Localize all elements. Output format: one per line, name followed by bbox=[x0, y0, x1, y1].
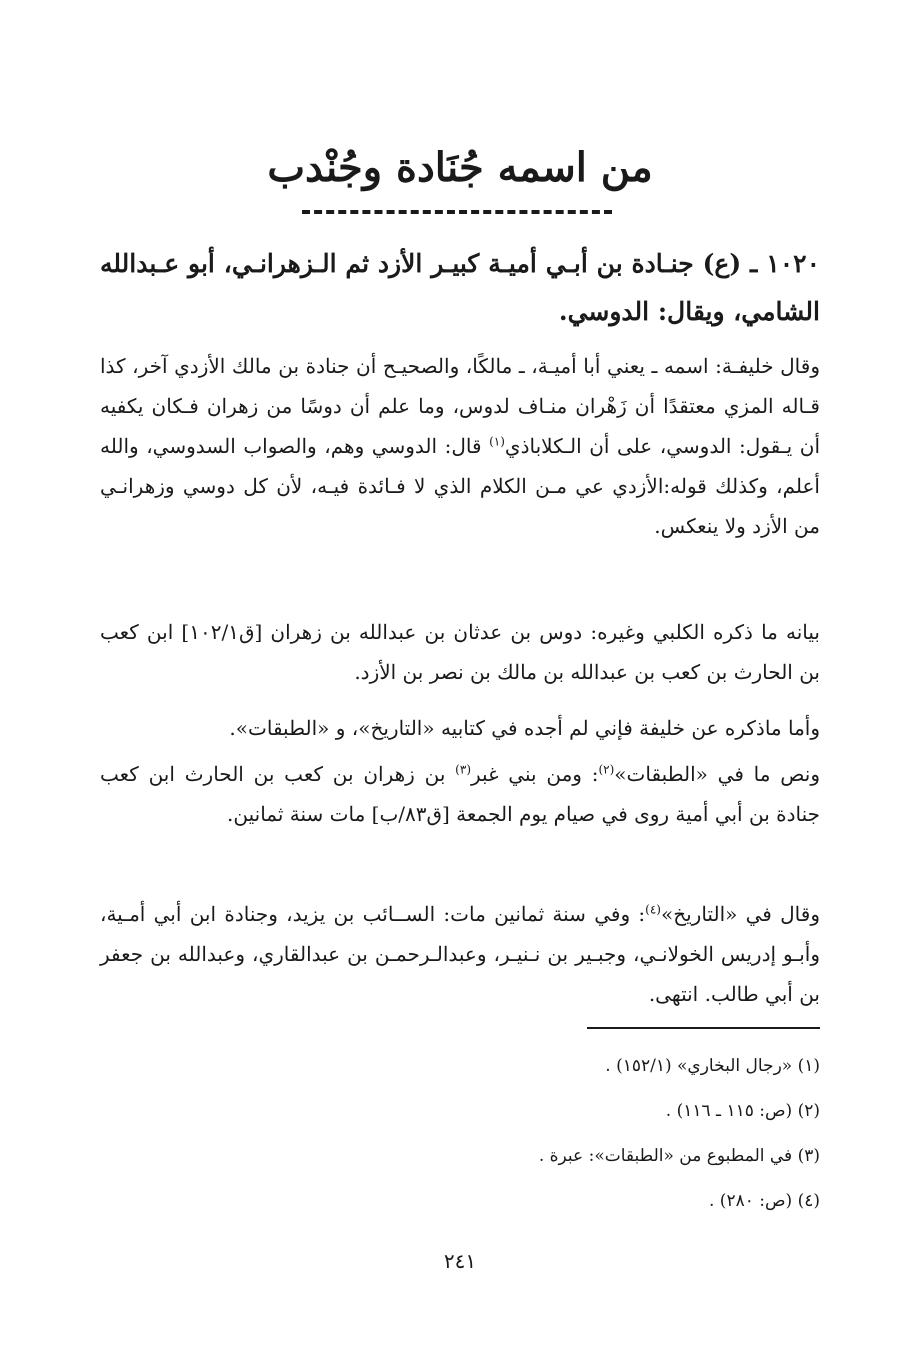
paragraph-text: وقال في «التاريخ» bbox=[660, 902, 820, 926]
footnote-ref-2: (٢) bbox=[598, 762, 615, 777]
paragraph-khalifa-name bbox=[100, 346, 820, 546]
paragraph-text: وقال خليفـة: اسمه ـ يعني أبا أميـة، ـ مالكًا، والصحيـح أن جنادة بن مالك الأزدي آخر، كذا قـاله المزي معتقدًا أن زَهْران منـاف لدوس، وما علم أن دوسًا من زهران فـكان يكفيه أن يـقول: الدوسي، على أن الـكلاباذي bbox=[100, 354, 821, 458]
paragraph-text: قال: الدوسي وهم، والصواب السدوسي، والله أعلم، وكذلك قوله:الأزدي عي مـن الكلام الذي لا فـائدة فيـه، لأن كل دوسي وزهرانـي من الأزد ولا ينعكس. bbox=[100, 434, 820, 538]
footnote-item: (٣) في المطبوع من «الطبقات»: عبرة . bbox=[538, 1146, 820, 1166]
paragraph-khalifa-books: وأما ماذكره عن خليفة فإني لم أجده في كتابيه «التاريخ»، و «الطبقات». bbox=[229, 716, 820, 740]
book-page bbox=[100, 0, 820, 1361]
paragraph-tarikh-quote bbox=[100, 894, 820, 1014]
footnote-divider bbox=[587, 1027, 820, 1029]
footnote-ref-3: (٣) bbox=[455, 762, 471, 777]
page-number: ٢٤١ bbox=[443, 1249, 477, 1273]
title-divider bbox=[302, 210, 612, 214]
paragraph-text: : وفي سنة ثمانين مات: الســائب بن يزيد، وجنادة ابن أبي أمـية، وأبـو إدريس الخولانـي، وجبـير بن نـنيـر، وعبدالـرحمـن بن عبدالقاري، وعبدالله بن جعفر بن أبي طالب. انتهى. bbox=[100, 902, 821, 1006]
chapter-title: من اسمه جُنَادة وجُنْدب bbox=[267, 144, 653, 191]
footnote-ref-4: (٤) bbox=[645, 902, 661, 917]
entry-heading: ١٠٢٠ ـ (ع) جنـادة بن أبـي أميـة كبيـر الأزد ثم الـزهرانـي، أبو عـبدالله الشامي، ويقال: الدوسي. bbox=[100, 249, 820, 326]
footnote-item: (١) «رجال البخاري» (١٥٢/١) . bbox=[605, 1056, 820, 1076]
footnote-item: (٤) (ص: ٢٨٠) . bbox=[709, 1191, 820, 1211]
footnote-ref-1: (١) bbox=[489, 434, 505, 449]
paragraph-text: ونص ما في «الطبقات» bbox=[614, 762, 820, 786]
paragraph-text: : ومن بني غبر bbox=[471, 762, 599, 786]
footnotes-list bbox=[100, 1044, 820, 1224]
footnote-item: (٢) (ص: ١١٥ ـ ١١٦) . bbox=[665, 1101, 820, 1121]
paragraph-tabaqat-quote bbox=[100, 754, 820, 834]
paragraph-lineage: بيانه ما ذكره الكلبي وغيره: دوس بن عدثان بن عبدالله بن زهران [ق١٠٢/١] ابن كعب بن الحارث بن كعب بن عبدالله بن مالك بن نصر بن الأزد. bbox=[100, 620, 820, 684]
paragraph-text: بن زهران بن كعب بن الحارث ابن كعب جنادة بن أبي أمية روى في صيام يوم الجمعة [ق٨٣/ب] مات سنة ثمانين. bbox=[100, 762, 820, 826]
